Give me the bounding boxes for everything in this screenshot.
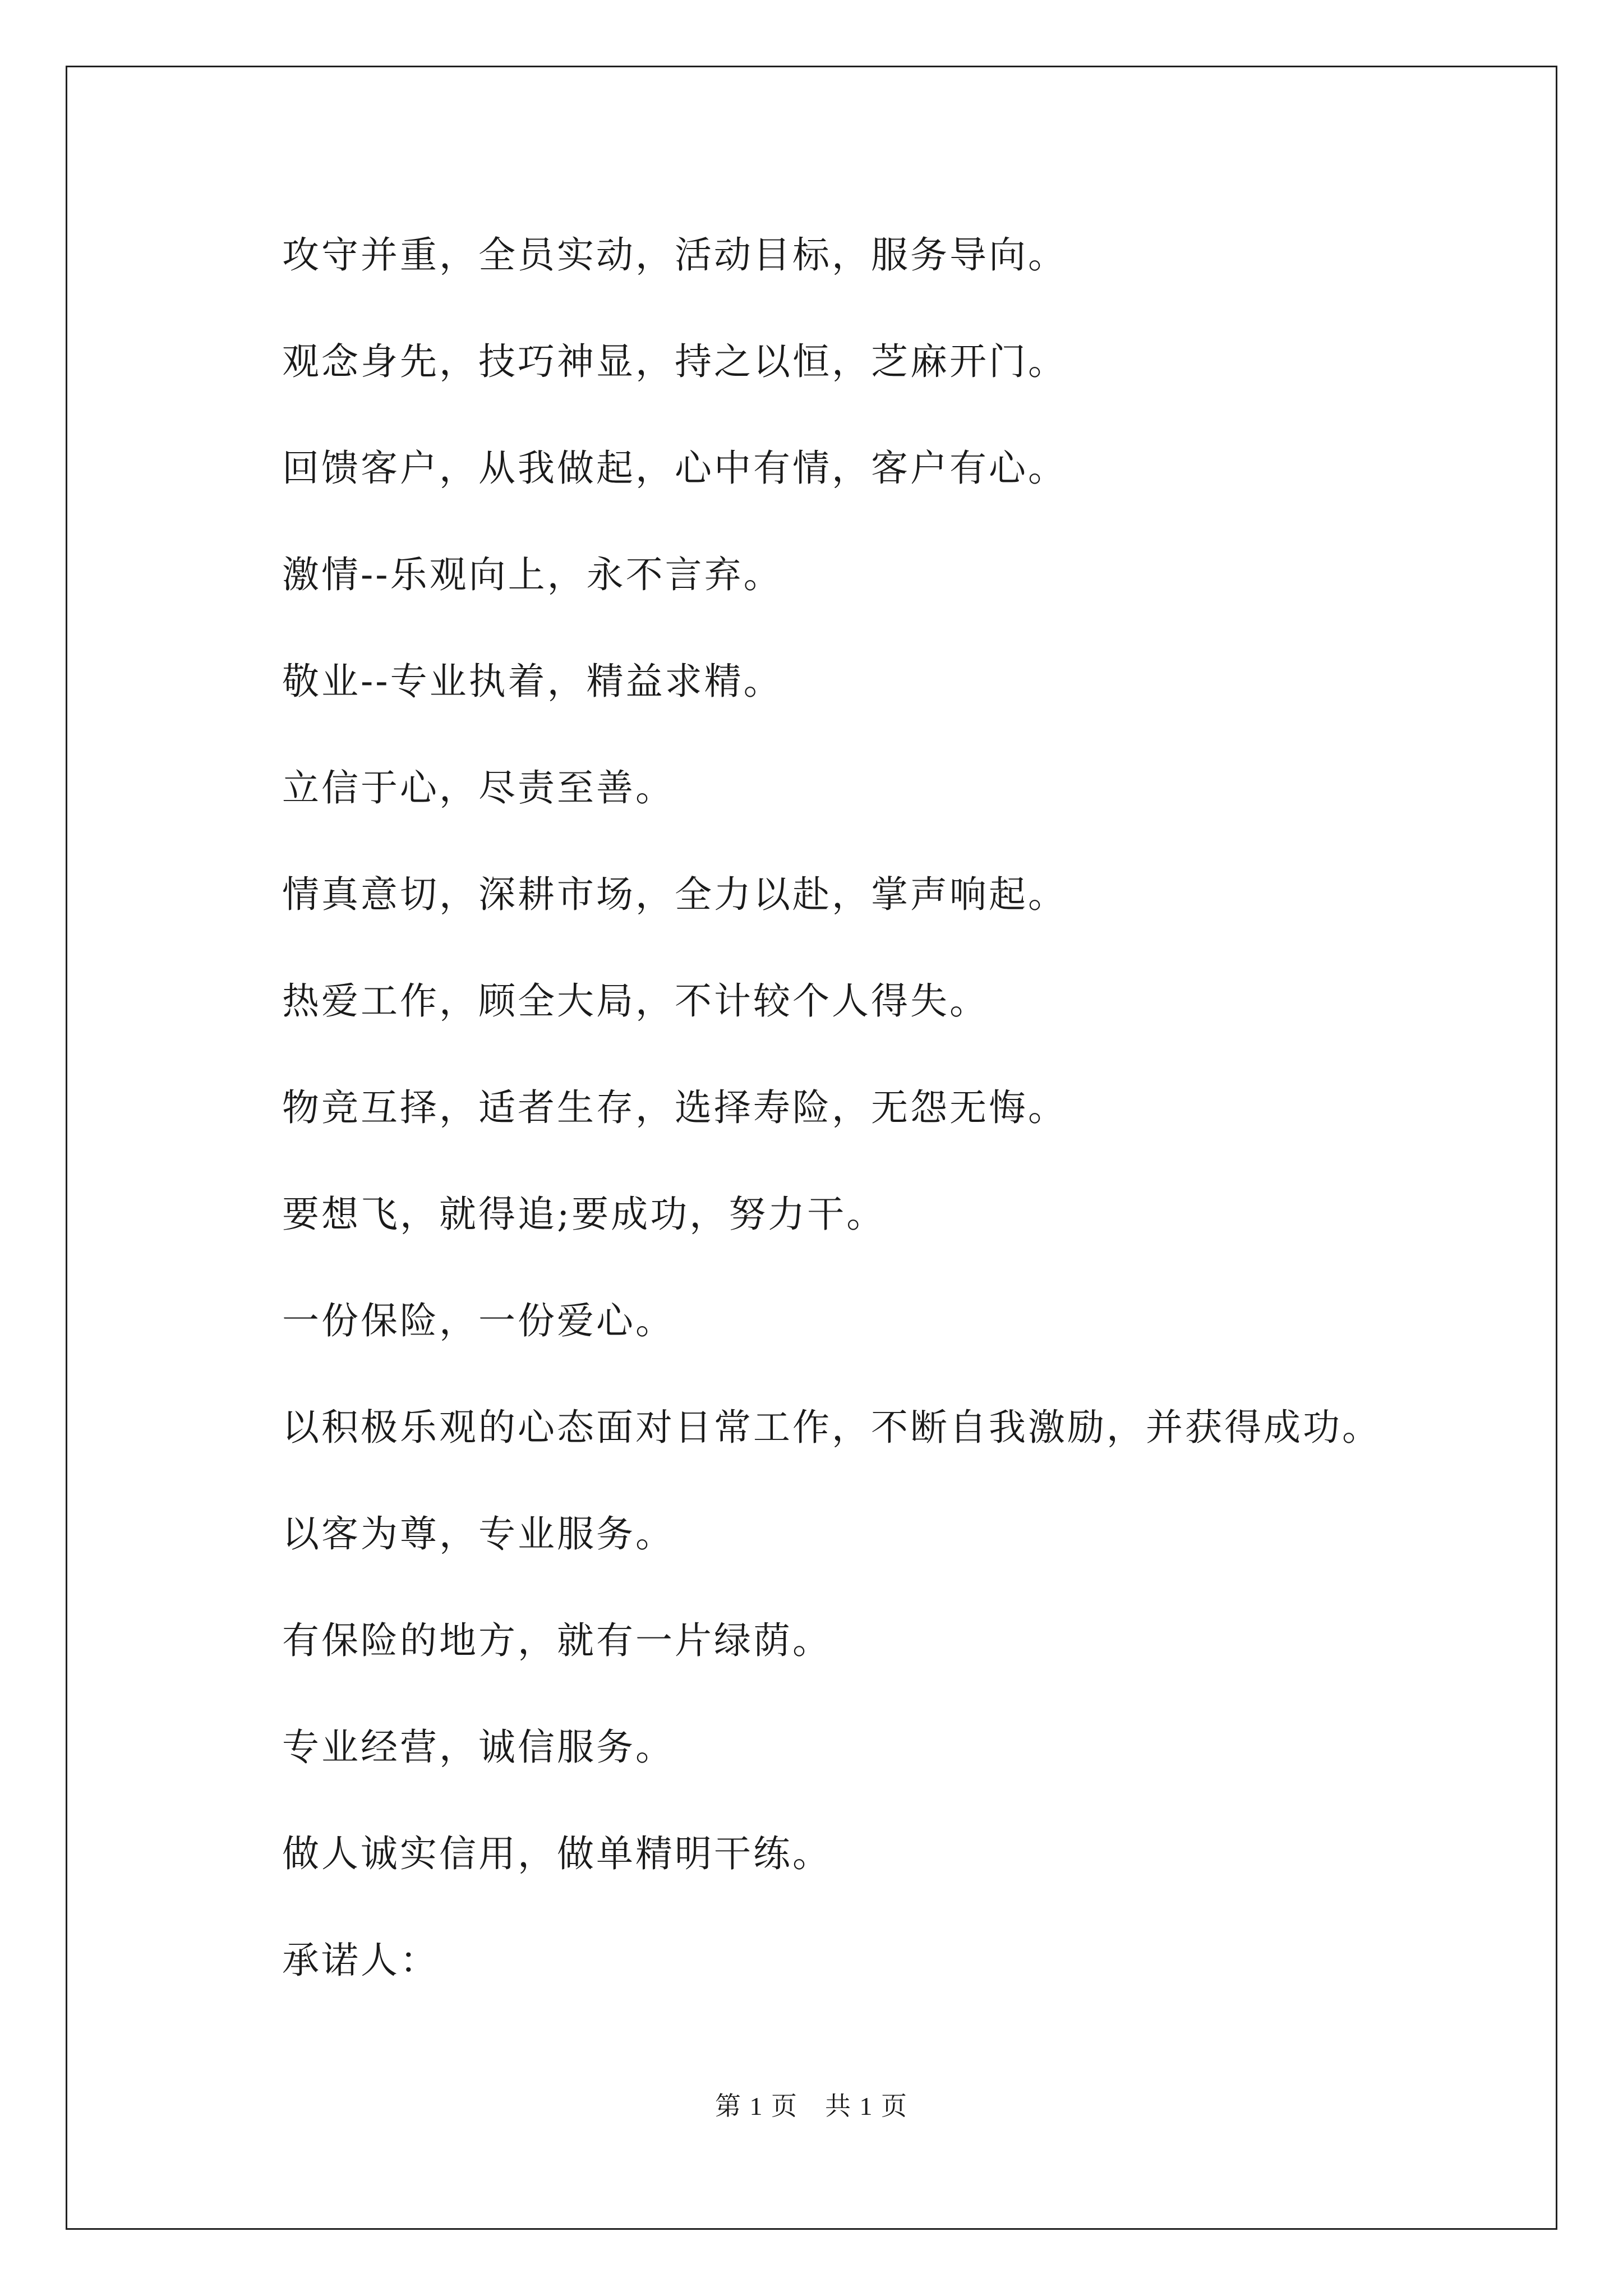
document-body: [282, 222, 1516, 2033]
text-line: 以积极乐观的心态面对日常工作，不断自我激励，并获得成功。: [282, 1406, 1381, 1449]
text-line: 有保险的地方，就有一片绿荫。: [282, 1619, 832, 1662]
text-line: 做人诚实信用，做单精明干练。: [282, 1832, 832, 1875]
text-line: 情真意切，深耕市场，全力以赴，掌声响起。: [282, 873, 1067, 916]
text-line: 观念身先，技巧神显，持之以恒，芝麻开门。: [282, 340, 1067, 383]
text-line: 热爱工作，顾全大局，不计较个人得失。: [282, 979, 989, 1023]
text-line: 一份保险，一份爱心。: [282, 1299, 675, 1342]
text-line: 激情--乐观向上，永不言弃。: [282, 553, 783, 596]
page-footer: 第 1 页 共 1 页: [715, 2092, 908, 2120]
text-line: 回馈客户，从我做起，心中有情，客户有心。: [282, 447, 1067, 490]
text-line: 攻守并重，全员实动，活动目标，服务导向。: [282, 233, 1067, 277]
text-line: 物竞互择，适者生存，选择寿险，无怨无悔。: [282, 1086, 1067, 1129]
signature-label: 承诺人：: [282, 1939, 439, 1982]
text-line: 敬业--专业执着，精益求精。: [282, 660, 783, 703]
text-line: 立信于心，尽责至善。: [282, 766, 675, 809]
text-line: 以客为尊，专业服务。: [282, 1512, 675, 1556]
text-line: 要想飞，就得追;要成功，努力干。: [282, 1193, 886, 1236]
text-line: 专业经营，诚信服务。: [282, 1726, 675, 1769]
